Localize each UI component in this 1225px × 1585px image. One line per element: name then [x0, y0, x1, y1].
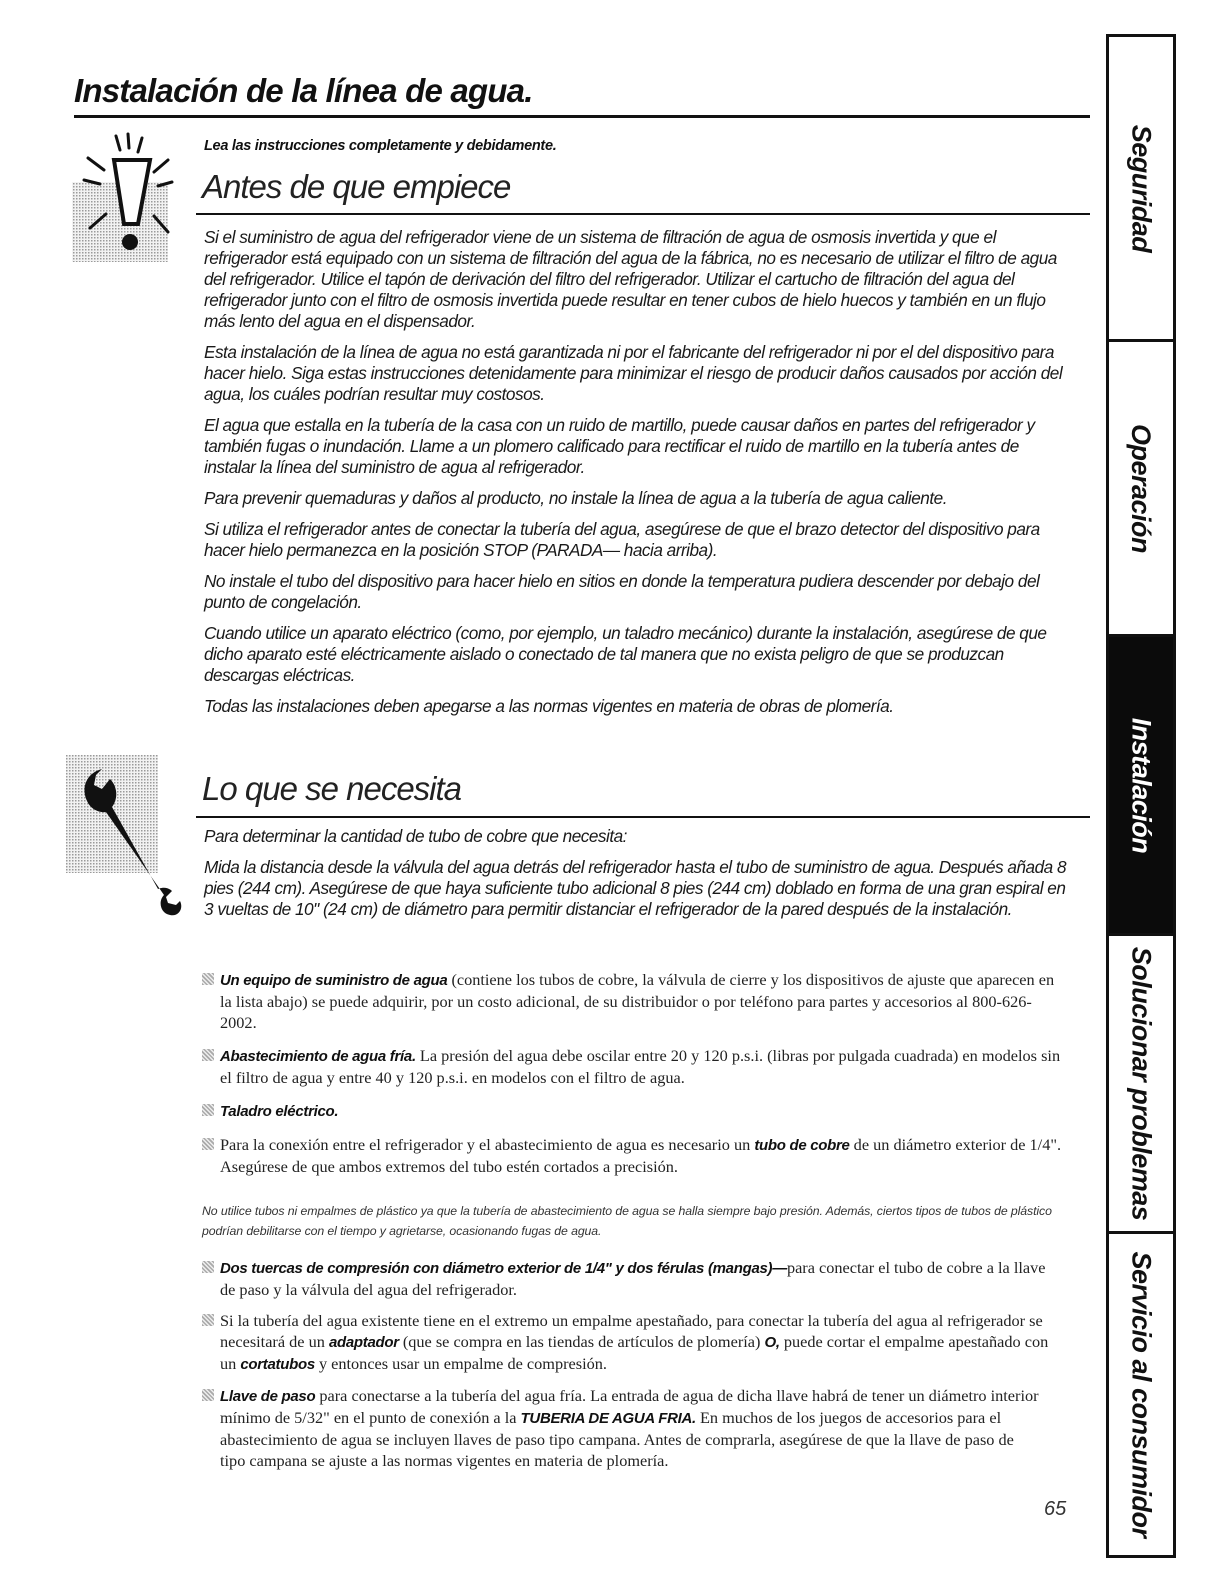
list-item: Un equipo de suministro de agua (contiene los tubos de cobre, la válvula de cierre y los dispositivos de ajuste que aparecen en la lista abajo) se puede adquirir, por un costo adicional, de su distribuidor o por teléfono para partes y accesorios al 800-626-2002. — [202, 969, 1062, 1033]
paragraph: Para prevenir quemaduras y daños al producto, no instale la línea de agua a la tubería de agua caliente. — [204, 488, 947, 508]
wrench-icon — [66, 755, 196, 925]
materials-list — [202, 969, 1062, 1177]
bullet-icon — [202, 1138, 214, 1150]
list-item: Dos tuercas de compresión con diámetro exterior de 1/4" y dos férulas (mangas)—para conectar el tubo de cobre a la llave de paso y la válvula del agua del refrigerador. — [202, 1257, 1062, 1300]
bullet-icon — [202, 1261, 214, 1273]
paragraph: Todas las instalaciones deben apegarse a las normas vigentes en materia de obras de plomería. — [204, 696, 894, 716]
list-item: Taladro eléctrico. — [202, 1100, 1062, 1122]
tab-seguridad[interactable]: Seguridad — [1126, 124, 1157, 252]
plastic-warning-note: No utilice tubos ni empalmes de plástico ya que la tubería de abastecimiento de agua se halla siempre bajo presión. Además, ciertos tipos de tubos de plástico podrían debilitarse con el tiempo y agrietarse, ocasionando fugas de agua. — [202, 1204, 1052, 1238]
heading-rule — [196, 213, 1090, 215]
paragraph: No instale el tubo del dispositivo para hacer hielo en sitios en donde la temperatura pudiera descender por debajo del punto de congelación. — [204, 571, 1040, 612]
lead-note: Lea las instrucciones completamente y debidamente. — [204, 138, 557, 154]
what-you-need-intro — [204, 826, 1074, 920]
tab-instalacion[interactable]: Instalación — [1109, 637, 1173, 933]
list-item: Llave de paso para conectarse a la tubería del agua fría. La entrada de agua de dicha llave habrá de tener un diámetro interior mínimo de 5/32" en el punto de conexión a la TUBERIA DE AGUA FRIA. En muchos de los juegos de accesorios para el abastecimiento de agua se incluyen llaves de paso tipo campana. Antes de comprarla, asegúrese de que la llave de paso de tipo campana se ajuste a las normas vigentes en materia de plomería. — [202, 1385, 1040, 1471]
paragraph: Cuando utilice un aparato eléctrico (como, por ejemplo, un taladro mecánico) durante la instalación, asegúrese de que dicho aparato esté eléctricamente aislado o conectado de tal manera que no exista peligro de que se produzcan descargas eléctricas. — [204, 623, 1047, 685]
bullet-icon — [202, 1104, 214, 1116]
paragraph: Si utiliza el refrigerador antes de conectar la tubería del agua, asegúrese de que el brazo detector del dispositivo para hacer hielo permanezca en la posición STOP (PARADA— hacia arriba). — [204, 519, 1040, 560]
bullet-icon — [202, 973, 214, 985]
before-start-body — [204, 227, 1074, 717]
bullet-icon — [202, 1389, 214, 1401]
title-rule — [74, 115, 1090, 118]
page-title: Instalación de la línea de agua. — [74, 72, 533, 109]
list-item: Si la tubería del agua existente tiene en el extremo un empalme apestañado, para conectar la tubería del agua al refrigerador se necesitará de un adaptador (que se compra en las tiendas de artículos de plomería) O, puede cortar el empalme apestañado con un cortatubos y entonces usar un empalme de compresión. — [202, 1310, 1062, 1375]
heading-rule — [196, 816, 1090, 818]
paragraph: Si el suministro de agua del refrigerador viene de un sistema de filtración de agua de osmosis invertida y que el refrigerador está equipado con un sistema de filtración del agua de la fábrica, no es necesario de utilizar el filtro de agua del refrigerador. Utilice el tapón de derivación del filtro del refrigerador. Utilizar el cartucho de filtración del agua del refrigerador junto con el filtro de osmosis invertida puede resultar en tener cubos de hielo huecos y también en un flujo más lento del agua en el dispensador. — [204, 227, 1057, 331]
materials-list-2 — [202, 1257, 1062, 1471]
heading-before-start: Antes de que empiece — [202, 168, 511, 205]
paragraph: Mida la distancia desde la válvula del agua detrás del refrigerador hasta el tubo de suministro de agua. Después añada 8 pies (244 cm). Asegúrese de que haya suficiente tubo adicional 8 pies (244 cm) doblado en forma de una gran espiral en 3 vueltas de 10" (24 cm) de diámetro para permitir distanciar el refrigerador de la pared después de la instalación. — [204, 857, 1067, 919]
side-tab-strip — [1106, 34, 1176, 1558]
warning-icon — [64, 132, 196, 272]
tab-servicio-al-consumidor[interactable]: Servicio al consumidor — [1126, 1251, 1157, 1538]
paragraph: Para determinar la cantidad de tubo de cobre que necesita: — [204, 826, 627, 846]
bullet-icon — [202, 1049, 214, 1061]
paragraph: Esta instalación de la línea de agua no está garantizada ni por el fabricante del refrigerador ni por el del dispositivo para hacer hielo. Siga estas instrucciones detenidamente para minimizar el riesgo de producir daños causados por acción del agua, los cuáles podrían resultar muy costosos. — [204, 342, 1063, 404]
paragraph: El agua que estalla en la tubería de la casa con un ruido de martillo, puede causar daños en partes del refrigerador y también fugas o inundación. Llame a un plomero calificado para rectificar el ruido de martillo en la tubería antes de instalar la línea del suministro de agua al refrigerador. — [204, 415, 1035, 477]
tab-operacion[interactable]: Operación — [1126, 423, 1157, 553]
page-number: 65 — [1044, 1498, 1067, 1520]
list-item: Abastecimiento de agua fría. La presión del agua debe oscilar entre 20 y 120 p.s.i. (libras por pulgada cuadrada) en modelos sin el filtro de agua y entre 40 y 120 p.s.i. en modelos con el filtro de agua. — [202, 1045, 1062, 1088]
tab-solucionar-problemas[interactable]: Solucionar problemas — [1126, 946, 1157, 1221]
list-item: Para la conexión entre el refrigerador y el abastecimiento de agua es necesario un tubo de cobre de un diámetro exterior de 1/4". Asegúrese de que ambos extremos del tubo estén cortados a precisión. — [202, 1134, 1062, 1177]
heading-what-you-need: Lo que se necesita — [202, 770, 462, 807]
bullet-icon — [202, 1314, 214, 1326]
